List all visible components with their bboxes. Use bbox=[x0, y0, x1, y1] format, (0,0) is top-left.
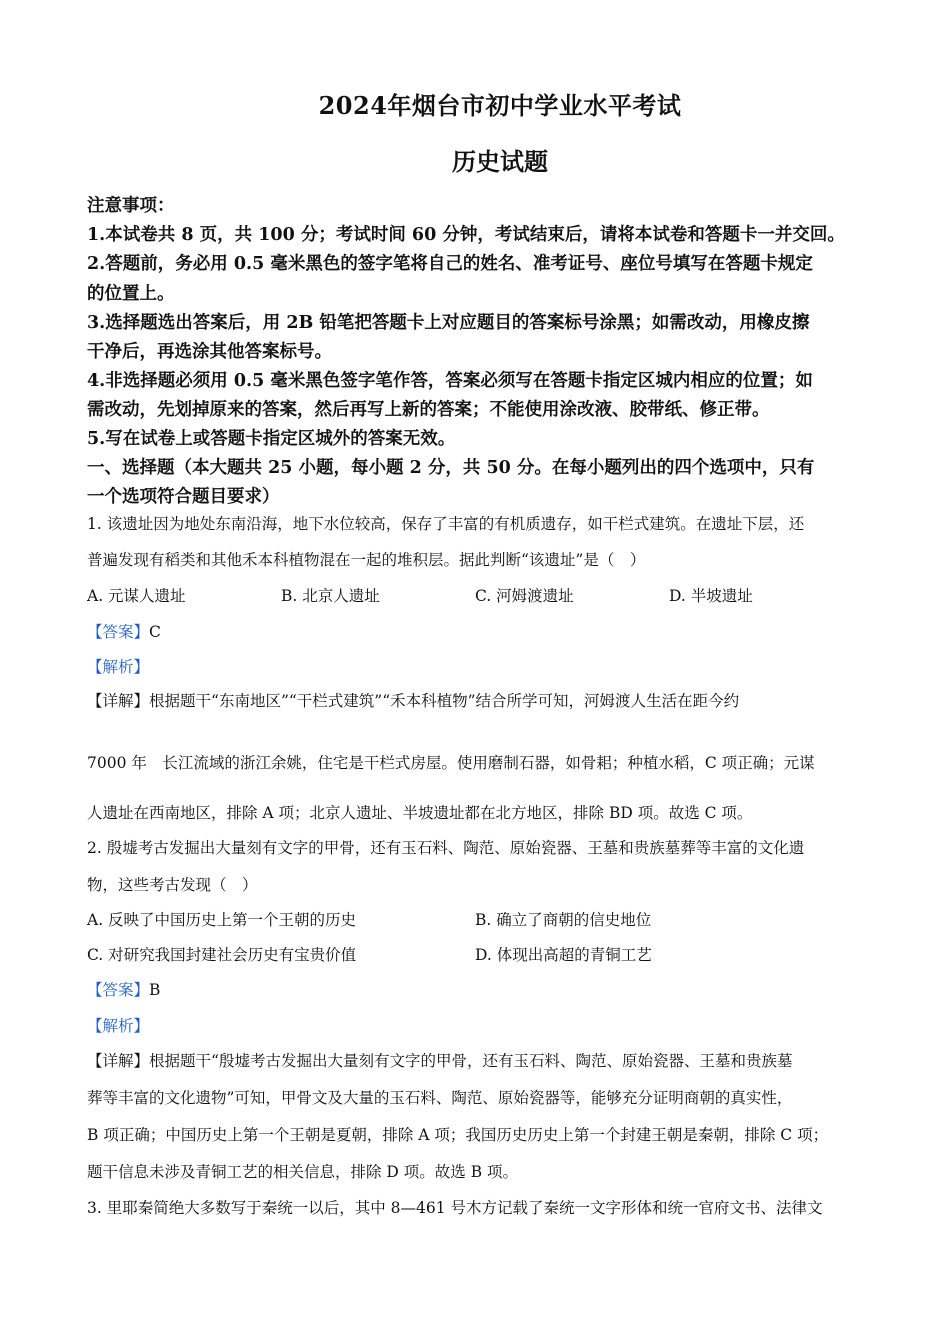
q1-option-c: C. 河姆渡遗址 bbox=[475, 587, 574, 605]
q1-answer: C bbox=[149, 623, 161, 641]
q1-detail: 根据题干“东南地区”“干栏式建筑”“禾本科植物”结合所学可知，河姆渡人生活在距今约 bbox=[149, 692, 740, 710]
notice-line: 干净后，再选涂其他答案标号。 bbox=[87, 342, 332, 362]
q2-option-a: A. 反映了中国历史上第一个王朝的历史 bbox=[87, 911, 357, 929]
q2-detail: 根据题干“殷墟考古发掘出大量刻有文字的甲骨，还有玉石料、陶范、原始瓷器、王墓和贵族墓 bbox=[149, 1052, 793, 1070]
q2-option-c: C. 对研究我国封建社会历史有宝贵价值 bbox=[87, 946, 357, 964]
q1-detail: 人遗址在西南地区，排除 A 项；北京人遗址、半坡遗址都在北方地区，排除 BD 项。故选 C 项。 bbox=[87, 804, 753, 822]
q2-stem: 2. 殷墟考古发掘出大量刻有文字的甲骨，还有玉石料、陶范、原始瓷器、王墓和贵族墓葬等丰富的文化遗 bbox=[87, 839, 805, 857]
section-heading: 一、选择题（本大题共 25 小题，每小题 2 分，共 50 分。在每小题列出的四个选项中，只有 bbox=[87, 458, 815, 478]
q1-detail-row bbox=[87, 689, 739, 711]
answer-tag: 【答案】 bbox=[87, 981, 150, 999]
q1-stem: 1. 该遗址因为地处东南沿海，地下水位较高，保存了丰富的有机质遗存，如干栏式建筑。在遗址下层，还 bbox=[87, 515, 805, 533]
notice-heading: 注意事项： bbox=[87, 196, 175, 216]
q2-detail: 葬等丰富的文化遗物”可知，甲骨文及大量的玉石料、陶范、原始瓷器等，能够充分证明商朝的真实性， bbox=[87, 1089, 793, 1107]
notice-line: 3.选择题选出答案后，用 2B 铅笔把答题卡上对应题目的答案标号涂黑；如需改动，用橡皮擦 bbox=[87, 313, 810, 333]
q2-analysis-tag: 【解析】 bbox=[87, 1017, 150, 1035]
exam-title: 2024年烟台市初中学业水平考试 bbox=[318, 91, 682, 120]
q2-answer-row bbox=[87, 978, 160, 1000]
q1-option-b: B. 北京人遗址 bbox=[281, 587, 380, 605]
q2-detail-row bbox=[87, 1049, 792, 1071]
q1-option-d: D. 半坡遗址 bbox=[669, 587, 753, 605]
notice-line: 2.答题前，务必用 0.5 毫米黑色的签字笔将自己的姓名、准考证号、座位号填写在答题卡规定 bbox=[87, 254, 813, 274]
q3-stem: 3. 里耶秦简绝大多数写于秦统一以后，其中 8—461 号木方记载了秦统一文字形体和统一官府文书、法律文 bbox=[87, 1199, 823, 1217]
section-heading: 一个选项符合题目要求） bbox=[87, 487, 280, 507]
q2-answer: B bbox=[149, 981, 161, 999]
q1-option-a: A. 元谋人遗址 bbox=[87, 587, 186, 605]
q2-option-d: D. 体现出高超的青铜工艺 bbox=[475, 946, 652, 964]
notice-line: 1.本试卷共 8 页，共 100 分；考试时间 60 分钟，考试结束后，请将本试卷和答题卡一并交回。 bbox=[87, 225, 845, 245]
q1-answer-row bbox=[87, 620, 161, 642]
detail-tag: 【详解】 bbox=[87, 1052, 150, 1070]
q1-detail: 7000 年 长江流域的浙江余姚，住宅是干栏式房屋。使用磨制石器，如骨耜；种植水稻，C 项正确；元谋 bbox=[87, 754, 815, 772]
q2-option-b: B. 确立了商朝的信史地位 bbox=[475, 911, 652, 929]
q1-analysis-tag: 【解析】 bbox=[87, 658, 150, 676]
q2-detail: 题干信息未涉及青铜工艺的相关信息，排除 D 项。故选 B 项。 bbox=[87, 1163, 519, 1181]
exam-subtitle: 历史试题 bbox=[452, 147, 548, 176]
q1-stem: 普遍发现有稻类和其他禾本科植物混在一起的堆积层。据此判断“该遗址”是（ ） bbox=[87, 551, 646, 569]
q2-detail: B 项正确；中国历史上第一个王朝是夏朝，排除 A 项；我国历史历史上第一个封建王朝是秦朝，排除 C 项； bbox=[87, 1126, 829, 1144]
notice-line: 5.写在试卷上或答题卡指定区城外的答案无效。 bbox=[87, 429, 456, 449]
notice-line: 的位置上。 bbox=[87, 284, 175, 304]
notice-line: 4.非选择题必须用 0.5 毫米黑色签字笔作答，答案必须写在答题卡指定区城内相应的位置；如 bbox=[87, 371, 813, 391]
detail-tag: 【详解】 bbox=[87, 692, 150, 710]
answer-tag: 【答案】 bbox=[87, 623, 150, 641]
q2-stem: 物，这些考古发现（ ） bbox=[87, 876, 258, 894]
notice-line: 需改动，先划掉原来的答案，然后再写上新的答案；不能使用涂改液、胶带纸、修正带。 bbox=[87, 400, 770, 420]
